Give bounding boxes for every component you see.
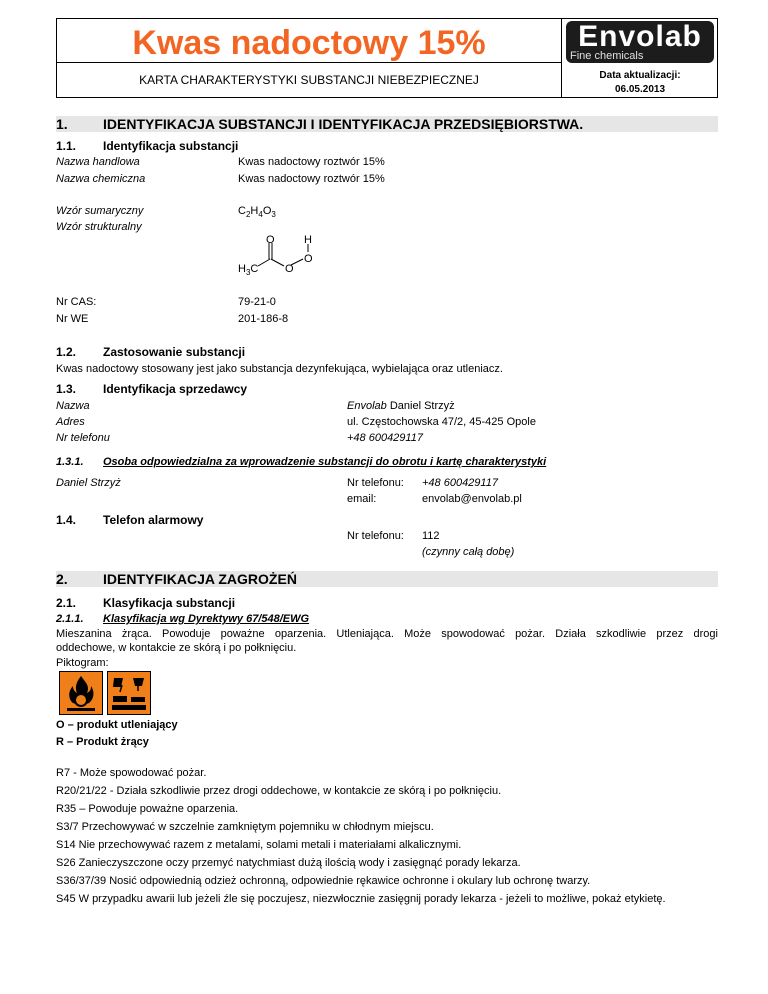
subsection-1-3-title: Identyfikacja sprzedawcy [103, 382, 248, 396]
subsection-2-1-title: Klasyfikacja substancji [103, 596, 236, 610]
seller-name-value: Envolab Daniel Strzyż [347, 400, 455, 412]
responsible-phone-label: Nr telefonu: [347, 477, 404, 489]
seller-address-value: ul. Częstochowska 47/2, 45-425 Opole [347, 416, 536, 428]
usage-text: Kwas nadoctowy stosowany jest jako substancja dezynfekująca, wybielająca oraz utleniacz. [56, 363, 503, 375]
we-label: Nr WE [56, 313, 89, 325]
update-date-value: 06.05.2013 [614, 84, 666, 95]
trade-name-value: Kwas nadoctowy roztwór 15% [238, 156, 385, 168]
seller-phone-label: Nr telefonu [56, 432, 110, 444]
phrase-s45: S45 W przypadku awarii lub jeżeli źle się poczujesz, niezwłocznie zasięgnij porady lekarza - jeżeli to możliwe, pokaż etykietę. [56, 893, 666, 905]
corrosive-icon [107, 671, 151, 715]
responsible-email-label: email: [347, 493, 377, 505]
pictogram-label: Piktogram: [56, 657, 109, 669]
logo-name: Envolab [578, 21, 702, 53]
molecular-formula: $C_2H_4O_3$ [238, 205, 276, 220]
subsection-2-1-1-number: 2.1.1. [56, 613, 84, 625]
section-1-number: 1. [56, 116, 68, 132]
subsection-1-2-number: 1.2. [56, 345, 77, 359]
header-divider-horizontal [56, 62, 562, 63]
subsection-1-4-number: 1.4. [56, 513, 77, 527]
document-subtitle: KARTA CHARAKTERYSTYKI SUBSTANCJI NIEBEZPIECZNEJ [139, 73, 479, 87]
bond-ch3-c [258, 259, 270, 266]
subsection-1-2-title: Zastosowanie substancji [103, 345, 246, 359]
trade-name-label: Nazwa handlowa [56, 156, 140, 168]
subsection-1-3-1-title: Osoba odpowiedzialna za wprowadzenie substancji do obrotu i kartę charakterystyki [103, 456, 547, 468]
subsection-1-1-title: Identyfikacja substancji [103, 139, 239, 153]
formula-label: Wzór sumaryczny [56, 205, 144, 217]
seller-name-label: Nazwa [56, 400, 90, 412]
subsection-1-4-title: Telefon alarmowy [103, 513, 204, 527]
classification-text-line1: Mieszanina żrąca. Powoduje poważne oparzenia. Utleniająca. Może spowodować pożar. Działa szkodliwie przez drogi [56, 628, 718, 640]
cas-label: Nr CAS: [56, 296, 97, 308]
phrase-r20-21-22: R20/21/22 - Działa szkodliwie przez drogi oddechowe, w kontakcie ze skórą i po połknięciu. [56, 785, 502, 797]
envolab-logo [566, 21, 714, 63]
responsible-phone-value: +48 600429117 [422, 477, 498, 489]
bond-c-o [271, 259, 284, 266]
atom-o-hydroxyl: O [304, 253, 313, 265]
logo-tagline: Fine chemicals [570, 50, 644, 62]
structure-label: Wzór strukturalny [56, 221, 142, 233]
phrase-s3-7: S3/7 Przechowywać w szczelnie zamkniętym pojemniku w chłodnym miejscu. [56, 821, 434, 833]
subsection-1-3-1-number: 1.3.1. [56, 456, 84, 468]
emergency-phone-value: 112 [422, 530, 440, 542]
oxidizing-flame-icon [59, 671, 103, 715]
subsection-2-1-number: 2.1. [56, 596, 77, 610]
atom-methyl: $H_3C$ [238, 263, 259, 278]
document-title: Kwas nadoctowy 15% [132, 24, 486, 62]
atom-o-carbonyl: O [266, 234, 275, 246]
phrase-s14: S14 Nie przechowywać razem z metalami, solami metali i materiałami alkalicznymi. [56, 839, 462, 851]
subsection-2-1-1-title: Klasyfikacja wg Dyrektywy 67/548/EWG [103, 613, 310, 625]
atom-o-peroxy: O [285, 263, 294, 275]
section-1-title: IDENTYFIKACJA SUBSTANCJI I IDENTYFIKACJA PRZEDSIĘBIORSTWA. [103, 116, 584, 132]
section-2-title: IDENTYFIKACJA ZAGROŻEŃ [103, 571, 297, 587]
responsible-person: Daniel Strzyż [56, 477, 121, 489]
subsection-1-3-number: 1.3. [56, 382, 77, 396]
chemical-name-label: Nazwa chemiczna [56, 173, 146, 185]
subsection-1-1-number: 1.1. [56, 139, 77, 153]
responsible-email-value[interactable]: envolab@envolab.pl [422, 493, 522, 505]
cas-value: 79-21-0 [238, 296, 276, 308]
phrase-s36-37-39: S36/37/39 Nosić odpowiednią odzież ochronną, odpowiednie rękawice ochronne i okulary lub ochronę twarzy. [56, 875, 591, 887]
seller-address-label: Adres [56, 416, 85, 428]
seller-phone-value: +48 600429117 [347, 432, 423, 444]
classification-text-line2: oddechowe, w kontakcie ze skórą i po połknięciu. [56, 642, 297, 654]
section-2-number: 2. [56, 571, 68, 587]
emergency-phone-label: Nr telefonu: [347, 530, 404, 542]
chemical-name-value: Kwas nadoctowy roztwór 15% [238, 173, 385, 185]
risk-safety-phrases [56, 766, 666, 910]
atom-h: H [304, 234, 312, 246]
update-date-label: Data aktualizacji: [599, 70, 681, 81]
phrase-r35: R35 – Powoduje poważne oparzenia. [56, 803, 239, 815]
phrase-r7: R7 - Może spowodować pożar. [56, 767, 207, 779]
code-oxidizing: O – produkt utleniający [56, 719, 178, 731]
phrase-s26: S26 Zanieczyszczone oczy przemyć natychmiast dużą ilością wody i zasięgnąć porady lekarza. [56, 857, 521, 869]
emergency-phone-note: (czynny całą dobę) [422, 546, 515, 558]
we-value: 201-186-8 [238, 313, 289, 325]
code-corrosive: R – Produkt żrący [56, 736, 149, 748]
